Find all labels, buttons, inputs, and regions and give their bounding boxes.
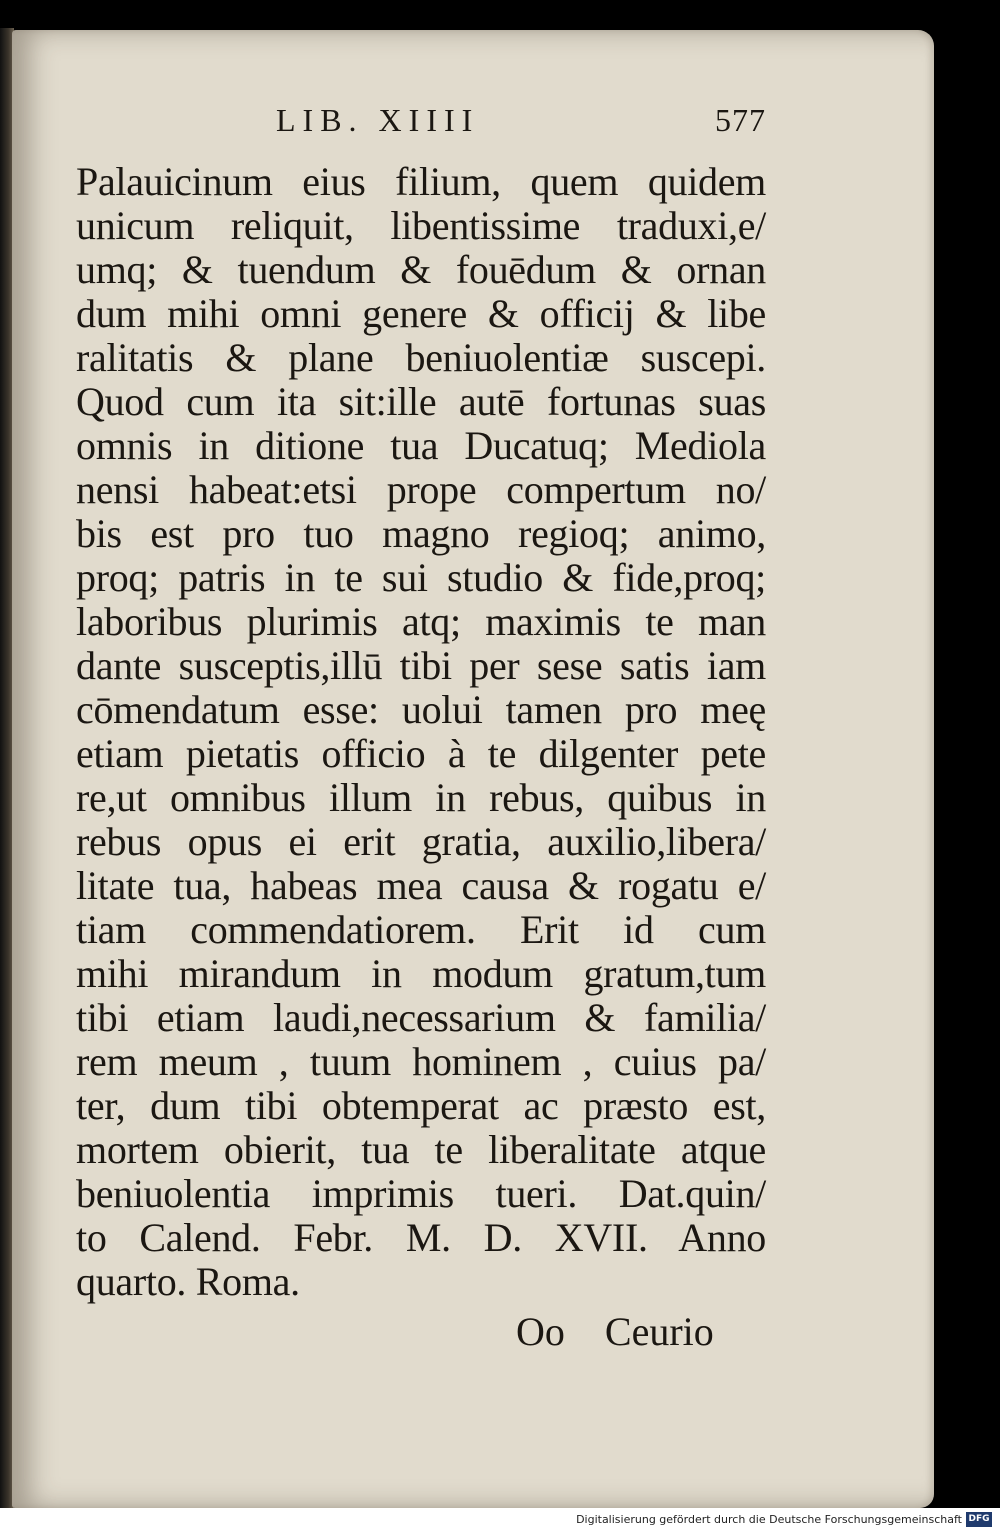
- catchword-ceurio: Ceurio: [604, 1309, 714, 1354]
- text-line: beniuolentia imprimis tueri. Dat.quin/: [76, 1171, 766, 1216]
- digitization-credit: Digitalisierung gefördert durch die Deutsche Forschungsgemeinschaft: [576, 1513, 962, 1526]
- digitization-footer: [0, 1508, 1000, 1532]
- text-line: quarto. Roma.: [76, 1259, 300, 1304]
- text-line: Quod cum ita sit:ille autē fortunas suas: [76, 379, 766, 424]
- page-paper: [12, 30, 934, 1508]
- text-line: unicum reliquit, libentissime traduxi,e/: [76, 203, 766, 248]
- page-header: [76, 100, 766, 160]
- dfg-logo-icon: DFG: [966, 1512, 992, 1527]
- text-line: dante susceptis,illū tibi per sese satis iam: [76, 643, 766, 688]
- text-line: ter, dum tibi obtemperat ac præsto est,: [76, 1083, 766, 1128]
- catchword-line: [76, 1310, 766, 1354]
- text-line: laboribus plurimis atq; maximis te man: [76, 599, 766, 644]
- text-line: tibi etiam laudi,necessarium & familia/: [76, 995, 766, 1040]
- text-line: rem meum , tuum hominem , cuius pa/: [76, 1039, 766, 1084]
- text-line: mortem obierit, tua te liberalitate atque: [76, 1127, 766, 1172]
- text-line: dum mihi omni genere & officij & libe: [76, 291, 766, 336]
- text-line: etiam pietatis officio à te dilgenter pete: [76, 731, 766, 776]
- body-text: [76, 160, 766, 1304]
- text-line: proq; patris in te sui studio & fide,proq;: [76, 555, 766, 600]
- text-line: to Calend. Febr. M. D. XVII. Anno: [76, 1215, 766, 1260]
- text-line: nensi habeat:etsi prope compertum no/: [76, 467, 766, 512]
- page-number: 577: [715, 102, 766, 138]
- catchword-oo: Oo: [516, 1309, 565, 1354]
- text-line: cōmendatum esse: uolui tamen pro meę: [76, 687, 766, 732]
- text-line: tiam commendatiorem. Erit id cum: [76, 907, 766, 952]
- text-line: Palauicinum eius filium, quem quidem: [76, 159, 766, 204]
- text-line: omnis in ditione tua Ducatuq; Mediola: [76, 423, 766, 468]
- page-text-block: [76, 100, 766, 1354]
- text-line: mihi mirandum in modum gratum,tum: [76, 951, 766, 996]
- text-line: bis est pro tuo magno regioq; animo,: [76, 511, 766, 556]
- text-line: litate tua, habeas mea causa & rogatu e/: [76, 863, 766, 908]
- text-line: umq; & tuendum & fouēdum & ornan: [76, 247, 766, 292]
- text-line: re,ut omnibus illum in rebus, quibus in: [76, 775, 766, 820]
- text-line: rebus opus ei erit gratia, auxilio,libera/: [76, 819, 766, 864]
- text-line: ralitatis & plane beniuolentiæ suscepi.: [76, 335, 766, 380]
- running-head: LIB. XIIII: [276, 102, 480, 138]
